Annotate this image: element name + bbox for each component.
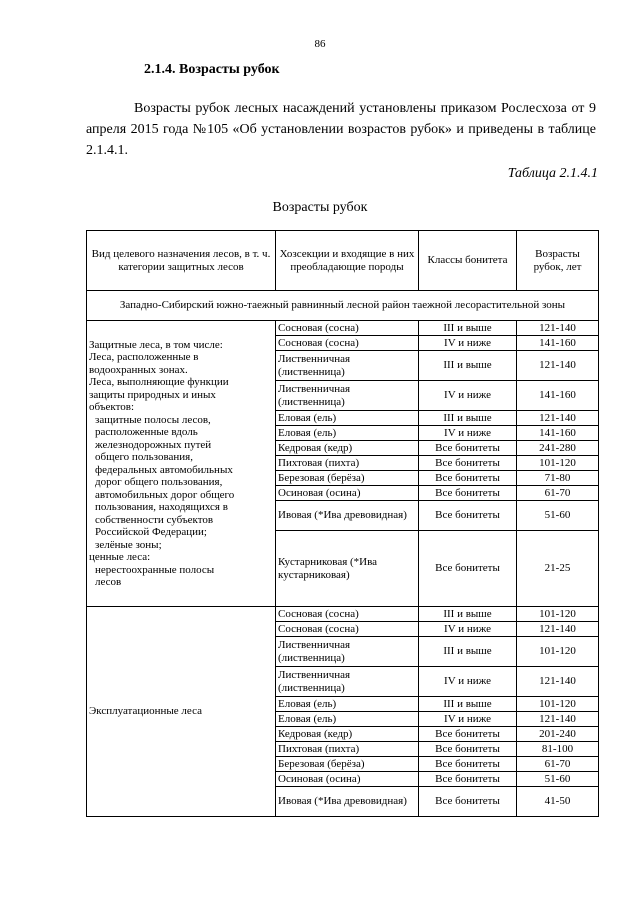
species-cell: Кедровая (кедр) (276, 727, 419, 742)
class-cell: Все бонитеты (419, 757, 517, 772)
species-cell: Еловая (ель) (276, 697, 419, 712)
class-cell: III и выше (419, 637, 517, 667)
species-cell: Березовая (берёза) (276, 757, 419, 772)
category-line: объектов: (89, 401, 135, 413)
class-cell: Все бонитеты (419, 727, 517, 742)
age-cell: 81-100 (517, 742, 599, 757)
category-line: Леса, выполняющие функции (89, 376, 229, 388)
section-heading: 2.1.4. Возрасты рубок (144, 62, 280, 77)
age-cell: 101-120 (517, 607, 599, 622)
class-cell: III и выше (419, 607, 517, 622)
class-cell: III и выше (419, 697, 517, 712)
species-cell: Березовая (берёза) (276, 471, 419, 486)
category-line: общего пользования, (95, 451, 193, 463)
category-line: пользования, находящихся в (95, 501, 228, 513)
class-cell: IV и ниже (419, 712, 517, 727)
class-cell: Все бонитеты (419, 772, 517, 787)
category-line: расположенные вдоль (95, 426, 198, 438)
species-cell: Сосновая (сосна) (276, 336, 419, 351)
category-line: ценные леса: (89, 551, 151, 563)
age-cell: 61-70 (517, 486, 599, 501)
species-cell: Пихтовая (пихта) (276, 742, 419, 757)
category-exploitation: Эксплуатационные леса (87, 607, 276, 817)
species-cell: Лиственничная (лиственница) (276, 381, 419, 411)
species-cell: Еловая (ель) (276, 712, 419, 727)
class-cell: Все бонитеты (419, 531, 517, 607)
class-cell: IV и ниже (419, 426, 517, 441)
species-cell: Лиственничная (лиственница) (276, 351, 419, 381)
cutting-age-table (86, 230, 599, 817)
header-category: Вид целевого назначения лесов, в т. ч. категории защитных лесов (87, 231, 276, 291)
species-cell: Лиственничная (лиственница) (276, 667, 419, 697)
age-cell: 241-280 (517, 441, 599, 456)
category-line: водоохранных зонах. (89, 363, 188, 376)
age-cell: 21-25 (517, 531, 599, 607)
header-class: Классы бонитета (419, 231, 517, 291)
category-line: автомобильных дорог общего (95, 488, 235, 501)
zone-label: Западно-Сибирский южно-таежный равнинный лесной район таежной лесорастительной зоны (87, 291, 599, 321)
page-number: 86 (314, 38, 326, 50)
category-line: Леса, расположенные в (89, 351, 199, 363)
table-body (87, 231, 599, 817)
class-cell: IV и ниже (419, 667, 517, 697)
age-cell: 121-140 (517, 411, 599, 426)
species-cell: Кустарниковая (*Ива кустарниковая) (276, 531, 419, 607)
category-line: дорог общего пользования, (95, 476, 223, 488)
intro-paragraph (86, 98, 596, 161)
category-line: защиты природных и иных (89, 388, 216, 401)
table-row (87, 607, 599, 622)
species-cell: Еловая (ель) (276, 426, 419, 441)
category-line: защитные полосы лесов, (95, 413, 211, 426)
category-line: Защитные леса, в том числе: (89, 338, 223, 351)
category-protective (87, 321, 276, 607)
age-cell: 121-140 (517, 622, 599, 637)
species-cell: Сосновая (сосна) (276, 321, 419, 336)
header-age: Возрасты рубок, лет (517, 231, 599, 291)
class-cell: Все бонитеты (419, 441, 517, 456)
species-cell: Еловая (ель) (276, 411, 419, 426)
species-cell: Пихтовая (пихта) (276, 456, 419, 471)
age-cell: 121-140 (517, 351, 599, 381)
age-cell: 51-60 (517, 772, 599, 787)
zone-row (87, 291, 599, 321)
category-line: железнодорожных путей (95, 438, 212, 451)
header-row (87, 231, 599, 291)
age-cell: 51-60 (517, 501, 599, 531)
class-cell: Все бонитеты (419, 787, 517, 817)
species-cell: Осиновая (осина) (276, 486, 419, 501)
age-cell: 121-140 (517, 321, 599, 336)
class-cell: Все бонитеты (419, 501, 517, 531)
age-cell: 101-120 (517, 456, 599, 471)
class-cell: IV и ниже (419, 622, 517, 637)
species-cell: Ивовая (*Ива древовидная) (276, 501, 419, 531)
class-cell: Все бонитеты (419, 471, 517, 486)
species-cell: Лиственничная (лиственница) (276, 637, 419, 667)
age-cell: 61-70 (517, 757, 599, 772)
species-cell: Сосновая (сосна) (276, 607, 419, 622)
header-species: Хозсекции и входящие в них преобладающие породы (276, 231, 419, 291)
table-title: Возрасты рубок (272, 200, 368, 215)
class-cell: IV и ниже (419, 336, 517, 351)
class-cell: Все бонитеты (419, 486, 517, 501)
class-cell: III и выше (419, 351, 517, 381)
age-cell: 101-120 (517, 697, 599, 712)
species-cell: Ивовая (*Ива древовидная) (276, 787, 419, 817)
class-cell: Все бонитеты (419, 742, 517, 757)
age-cell: 141-160 (517, 336, 599, 351)
class-cell: III и выше (419, 321, 517, 336)
age-cell: 121-140 (517, 667, 599, 697)
age-cell: 201-240 (517, 727, 599, 742)
age-cell: 71-80 (517, 471, 599, 486)
class-cell: Все бонитеты (419, 456, 517, 471)
species-cell: Сосновая (сосна) (276, 622, 419, 637)
category-line: нерестоохранные полосы (95, 563, 215, 576)
species-cell: Кедровая (кедр) (276, 441, 419, 456)
age-cell: 41-50 (517, 787, 599, 817)
species-cell: Осиновая (осина) (276, 772, 419, 787)
age-cell: 141-160 (517, 426, 599, 441)
category-line: зелёные зоны; (95, 538, 162, 551)
intro-text: Возрасты рубок лесных насаждений установлены приказом Рослесхоза от 9 апреля 2015 года №105 «Об установлении возрастов рубок» и приведены в таблице 2.1.4.1. (86, 101, 596, 158)
category-line: Российской Федерации; (95, 526, 207, 538)
class-cell: IV и ниже (419, 381, 517, 411)
table-row (87, 321, 599, 336)
age-cell: 141-160 (517, 381, 599, 411)
category-line: собственности субъектов (95, 513, 214, 526)
class-cell: III и выше (419, 411, 517, 426)
category-line: федеральных автомобильных (95, 463, 233, 476)
age-cell: 101-120 (517, 637, 599, 667)
age-cell: 121-140 (517, 712, 599, 727)
category-line: лесов (95, 576, 122, 588)
table-number: Таблица 2.1.4.1 (507, 166, 598, 181)
